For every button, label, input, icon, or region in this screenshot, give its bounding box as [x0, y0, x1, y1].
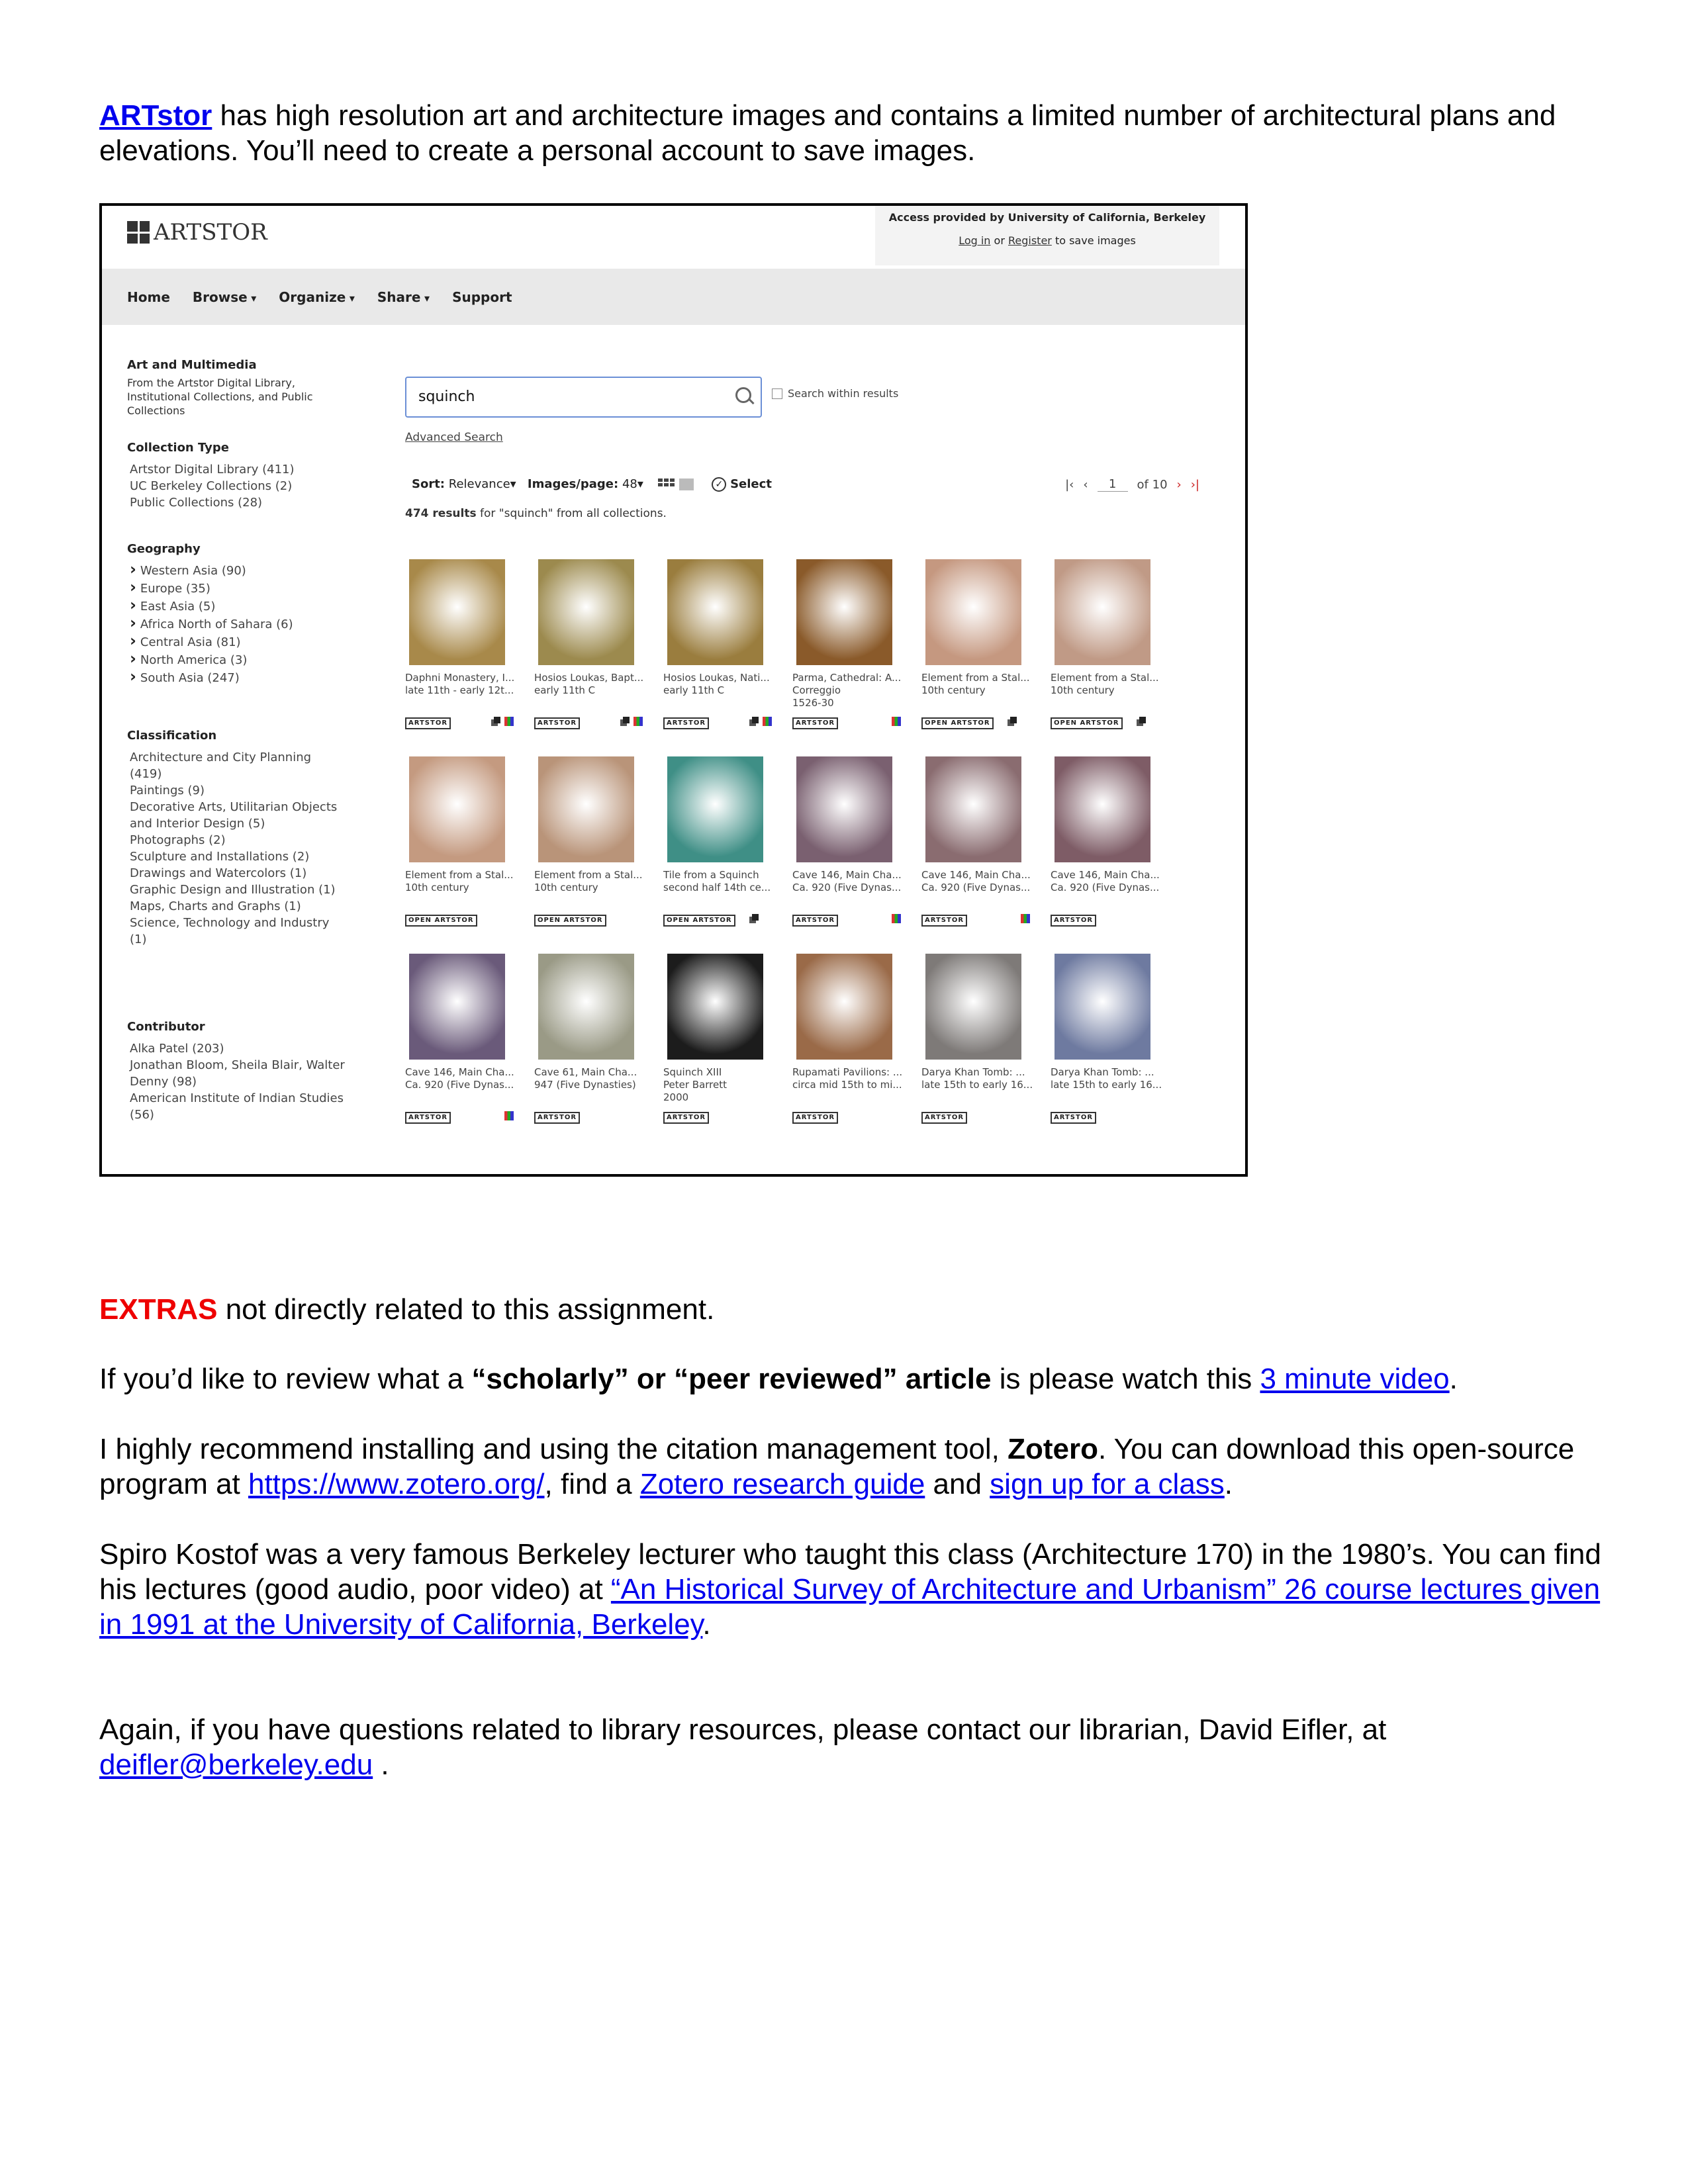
result-card[interactable] — [528, 747, 657, 946]
result-card[interactable] — [915, 550, 1044, 749]
collection-badge: ARTSTOR — [1051, 1112, 1096, 1124]
intro-paragraph — [99, 98, 1602, 168]
contributor-item[interactable]: Jonathan Bloom, Sheila Blair, Walter Denny (98) — [130, 1058, 345, 1089]
zotero-mid3: and — [925, 1468, 990, 1500]
caption-line: Darya Khan Tomb: ... — [1051, 1066, 1154, 1078]
classification-item[interactable]: Graphic Design and Illustration (1) — [130, 883, 336, 897]
classification-item[interactable]: Drawings and Watercolors (1) — [130, 866, 307, 880]
caption-line: Cave 146, Main Cha... — [1051, 869, 1160, 881]
geography-item[interactable]: › Western Asia (90) — [127, 561, 346, 579]
classification-item[interactable]: Science, Technology and Industry (1) — [130, 916, 330, 946]
nav-browse[interactable]: Browse ▾ — [193, 289, 256, 305]
access-title: Access provided by University of California, Berkeley — [888, 211, 1206, 224]
result-card[interactable] — [399, 550, 528, 749]
artstor-header — [102, 206, 1245, 269]
multi-view-icon[interactable] — [892, 717, 901, 726]
select-button[interactable]: Select — [730, 477, 772, 491]
result-caption[interactable] — [921, 672, 1044, 697]
caption-line: late 11th - early 12t... — [405, 684, 514, 696]
copy-icon[interactable] — [491, 717, 500, 726]
classification-section — [127, 729, 346, 948]
geography-item[interactable]: › Europe (35) — [127, 579, 346, 597]
caption-line: Ca. 920 (Five Dynas... — [405, 1079, 514, 1091]
results-text: for "squinch" from all collections. — [476, 507, 667, 520]
last-page-icon[interactable]: ›| — [1190, 477, 1199, 492]
scholarly-mid: is please watch this — [991, 1363, 1260, 1395]
caption-line: Correggio — [792, 684, 841, 696]
collection-badge: ARTSTOR — [663, 717, 709, 729]
login-line — [875, 234, 1219, 247]
collection-badge: OPEN ARTSTOR — [534, 915, 606, 927]
result-caption[interactable] — [405, 1066, 528, 1091]
zotero-guide-link[interactable]: Zotero research guide — [639, 1468, 925, 1500]
result-caption[interactable] — [534, 1066, 657, 1091]
copy-icon[interactable] — [620, 717, 630, 726]
classification-item[interactable]: Photographs (2) — [130, 833, 226, 847]
result-thumbnail[interactable] — [538, 954, 634, 1060]
contact-pre: Again, if you have questions related to library resources, please contact our librarian, David Eifler, at — [99, 1713, 1387, 1746]
result-card[interactable] — [399, 747, 528, 946]
multi-view-icon[interactable] — [892, 914, 901, 923]
kostof-lectures-link[interactable]: “An Historical Survey of Architecture and Urbanism” 26 course lectures given in 1991 at the University of California, Berkeley — [99, 1573, 1601, 1641]
collection-badge: OPEN ARTSTOR — [663, 915, 735, 927]
art-multimedia-desc: From the Artstor Digital Library, Institutional Collections, and Public Collections — [127, 377, 313, 417]
multi-view-icon[interactable] — [504, 1111, 514, 1120]
caption-line: Ca. 920 (Five Dynas... — [1051, 882, 1160, 893]
artstor-link[interactable]: ARTstor — [99, 99, 212, 132]
sort-chevron-icon: ▾ — [510, 477, 516, 491]
result-card[interactable] — [528, 550, 657, 749]
sort-label: Sort: — [412, 477, 445, 491]
result-card[interactable] — [399, 944, 528, 1143]
classification-item[interactable]: Sculpture and Installations (2) — [130, 850, 310, 864]
result-card[interactable] — [915, 747, 1044, 946]
zotero-mid: . You can download this open-source program at — [99, 1433, 1575, 1500]
search-within-checkbox[interactable] — [772, 388, 782, 399]
caption-line: Cave 146, Main Cha... — [405, 1066, 514, 1078]
librarian-email-link[interactable]: deifler@berkeley.edu — [99, 1749, 373, 1781]
collection-badge: ARTSTOR — [921, 915, 967, 927]
per-page-dropdown[interactable]: 48 — [622, 477, 637, 491]
result-caption[interactable] — [663, 672, 786, 697]
video-link[interactable]: 3 minute video — [1260, 1363, 1450, 1395]
search-value: squinch — [418, 388, 475, 405]
result-thumbnail[interactable] — [796, 559, 892, 665]
caption-line: Tile from a Squinch — [663, 869, 759, 881]
classification-title: Classification — [127, 729, 217, 743]
result-thumbnail[interactable] — [409, 756, 505, 862]
nav-home[interactable]: Home — [127, 289, 170, 305]
select-check-icon[interactable]: ✓ — [712, 477, 726, 492]
result-thumbnail[interactable] — [409, 954, 505, 1060]
scholarly-end: . — [1449, 1363, 1458, 1395]
collection-badge: ARTSTOR — [405, 1112, 451, 1124]
extras-label: EXTRAS — [99, 1293, 218, 1326]
collection-type-item[interactable]: UC Berkeley Collections (2) — [130, 479, 293, 493]
collection-badge: OPEN ARTSTOR — [1051, 717, 1123, 729]
contributor-item[interactable]: American Institute of Indian Studies (56) — [130, 1091, 344, 1122]
per-page-chevron-icon: ▾ — [637, 477, 643, 491]
grid-view-icon[interactable] — [658, 478, 677, 490]
login-link[interactable]: Log in — [959, 234, 991, 247]
result-thumbnail[interactable] — [1055, 954, 1150, 1060]
caption-line: Element from a Stal... — [1051, 672, 1159, 684]
scholarly-paragraph — [99, 1361, 1602, 1396]
result-card[interactable] — [528, 944, 657, 1143]
search-input[interactable] — [405, 377, 762, 418]
result-card[interactable] — [786, 747, 915, 946]
collection-badge: OPEN ARTSTOR — [405, 915, 477, 927]
caption-line: early 11th C — [534, 684, 596, 696]
geography-title: Geography — [127, 542, 201, 556]
result-caption[interactable] — [534, 672, 657, 697]
caption-line: 10th century — [534, 882, 598, 893]
access-panel — [875, 206, 1219, 265]
collection-badge: ARTSTOR — [921, 1112, 967, 1124]
page-input[interactable]: 1 — [1098, 477, 1128, 492]
geography-item[interactable]: › Central Asia (81) — [127, 633, 346, 651]
collection-badge: ARTSTOR — [534, 717, 580, 729]
copy-icon[interactable] — [749, 914, 759, 923]
collection-badge: OPEN ARTSTOR — [921, 717, 994, 729]
result-thumbnail[interactable] — [796, 756, 892, 862]
result-card[interactable] — [1044, 944, 1173, 1143]
search-icon[interactable] — [735, 387, 751, 403]
logo-text: ARTSTOR — [154, 219, 267, 246]
caption-line: 1526-30 — [792, 697, 834, 709]
caption-line: Cave 146, Main Cha... — [792, 869, 902, 881]
result-card[interactable] — [657, 944, 786, 1143]
save-images-text: to save images — [1051, 234, 1136, 247]
caption-line: 2000 — [663, 1091, 689, 1103]
search-within-results[interactable] — [772, 387, 898, 400]
prev-page-icon[interactable]: ‹ — [1083, 477, 1088, 492]
caption-line: Hosios Loukas, Bapt... — [534, 672, 644, 684]
collection-type-item[interactable]: Artstor Digital Library (411) — [130, 463, 295, 477]
result-card[interactable] — [657, 747, 786, 946]
art-multimedia-title: Art and Multimedia — [127, 358, 257, 372]
collection-badge: ARTSTOR — [405, 717, 451, 729]
kostof-pre: Spiro Kostof was a very famous Berkeley lecturer who taught this class (Architecture 170) in the 1980’s. You can find his lectures (good audio, poor video) at — [99, 1538, 1601, 1606]
scholarly-bold: “scholarly” or “peer reviewed” article — [471, 1363, 992, 1395]
result-thumbnail[interactable] — [925, 756, 1021, 862]
result-caption[interactable] — [1051, 1066, 1173, 1091]
caption-line: Cave 61, Main Cha... — [534, 1066, 637, 1078]
collection-badge: ARTSTOR — [792, 717, 838, 729]
caption-line: late 15th to early 16... — [921, 1079, 1033, 1091]
result-caption[interactable] — [405, 672, 528, 697]
caption-line: second half 14th ce... — [663, 882, 771, 893]
classification-item[interactable]: Paintings (9) — [130, 784, 205, 797]
contact-end: . — [373, 1749, 389, 1781]
result-thumbnail[interactable] — [1055, 756, 1150, 862]
geography-item[interactable]: › East Asia (5) — [127, 597, 346, 615]
kostof-paragraph — [99, 1537, 1602, 1642]
result-caption[interactable] — [663, 869, 786, 894]
result-card[interactable] — [1044, 747, 1173, 946]
extras-text: not directly related to this assignment. — [217, 1293, 715, 1326]
caption-line: Rupamati Pavilions: ... — [792, 1066, 903, 1078]
caption-line: Peter Barrett — [663, 1079, 727, 1091]
result-thumbnail[interactable] — [409, 559, 505, 665]
result-caption[interactable] — [1051, 672, 1173, 697]
multi-view-icon[interactable] — [633, 717, 643, 726]
copy-icon[interactable] — [1137, 717, 1146, 726]
classification-item[interactable]: Architecture and City Planning (419) — [130, 751, 312, 781]
advanced-search-link[interactable]: Advanced Search — [405, 431, 503, 444]
results-count: 474 results — [405, 507, 477, 520]
result-thumbnail[interactable] — [667, 756, 763, 862]
artstor-screenshot — [99, 203, 1248, 1177]
caption-line: 10th century — [1051, 684, 1115, 696]
artstor-logo[interactable] — [127, 219, 267, 246]
nav-organize[interactable]: Organize ▾ — [279, 289, 355, 305]
zotero-bold: Zotero — [1008, 1433, 1099, 1465]
classification-item[interactable]: Decorative Arts, Utilitarian Objects and Interior Design (5) — [130, 800, 338, 831]
contributor-section — [127, 1020, 346, 1123]
collection-badge: ARTSTOR — [534, 1112, 580, 1124]
collection-type-title: Collection Type — [127, 441, 229, 455]
multi-view-icon[interactable] — [763, 717, 772, 726]
zotero-mid2: , find a — [544, 1468, 640, 1500]
or-text: or — [990, 234, 1008, 247]
collection-badge: ARTSTOR — [663, 1112, 709, 1124]
next-page-icon[interactable]: › — [1176, 477, 1182, 492]
geography-item[interactable]: › Africa North of Sahara (6) — [127, 615, 346, 633]
register-link[interactable]: Register — [1008, 234, 1052, 247]
result-caption[interactable] — [405, 869, 528, 894]
result-caption[interactable] — [921, 869, 1044, 894]
caption-line: Hosios Loukas, Nati... — [663, 672, 770, 684]
result-thumbnail[interactable] — [1055, 559, 1150, 665]
result-thumbnail[interactable] — [796, 954, 892, 1060]
result-card[interactable] — [786, 944, 915, 1143]
caption-line: Parma, Cathedral: A... — [792, 672, 902, 684]
result-card[interactable] — [915, 944, 1044, 1143]
caption-line: 10th century — [405, 882, 469, 893]
caption-line: Ca. 920 (Five Dynas... — [921, 882, 1031, 893]
first-page-icon[interactable]: |‹ — [1065, 477, 1074, 492]
kostof-end: . — [702, 1608, 711, 1641]
result-caption[interactable] — [792, 869, 915, 894]
intro-text: has high resolution art and architecture images and contains a limited number of architectural plans and elevations. You’ll need to create a personal account to save images. — [99, 99, 1556, 167]
classification-item[interactable]: Maps, Charts and Graphs (1) — [130, 899, 301, 913]
caption-line: late 15th to early 16... — [1051, 1079, 1162, 1091]
multi-view-icon[interactable] — [1021, 914, 1030, 923]
copy-icon[interactable] — [1008, 717, 1017, 726]
result-card[interactable] — [657, 550, 786, 749]
artstor-logo-icon — [127, 221, 150, 244]
collection-badge: ARTSTOR — [792, 915, 838, 927]
result-thumbnail[interactable] — [538, 559, 634, 665]
sort-dropdown[interactable]: Relevance — [448, 477, 510, 491]
scholarly-pre: If you’d like to review what a — [99, 1363, 472, 1395]
per-page-label: Images/page: — [527, 477, 619, 491]
caption-line: 10th century — [921, 684, 986, 696]
nav-support[interactable]: Support — [452, 289, 512, 305]
result-thumbnail[interactable] — [925, 954, 1021, 1060]
collection-type-item[interactable]: Public Collections (28) — [130, 496, 263, 510]
caption-line: Darya Khan Tomb: ... — [921, 1066, 1025, 1078]
art-multimedia-section — [127, 358, 346, 418]
caption-line: Element from a Stal... — [534, 869, 643, 881]
contributor-title: Contributor — [127, 1020, 205, 1034]
page-count: of 10 — [1137, 477, 1168, 492]
result-thumbnail[interactable] — [538, 756, 634, 862]
caption-line: Element from a Stal... — [405, 869, 514, 881]
nav-share[interactable]: Share ▾ — [377, 289, 430, 305]
zotero-url-link[interactable]: https://www.zotero.org/ — [248, 1468, 545, 1500]
result-card[interactable] — [786, 550, 915, 749]
result-caption[interactable] — [663, 1066, 786, 1104]
result-caption[interactable] — [534, 869, 657, 894]
collection-type-section — [127, 441, 346, 511]
geography-item[interactable]: › South Asia (247) — [127, 668, 346, 686]
main-nav — [102, 269, 1248, 325]
pagination — [1065, 477, 1199, 492]
results-summary — [405, 507, 667, 520]
class-signup-link[interactable]: sign up for a class — [990, 1468, 1225, 1500]
zotero-pre: I highly recommend installing and using the citation management tool, — [99, 1433, 1008, 1465]
zotero-paragraph — [99, 1432, 1602, 1502]
contributor-item[interactable]: Alka Patel (203) — [130, 1042, 224, 1056]
result-thumbnail[interactable] — [667, 954, 763, 1060]
result-thumbnail[interactable] — [667, 559, 763, 665]
caption-line: Cave 146, Main Cha... — [921, 869, 1031, 881]
caption-line: Ca. 920 (Five Dynas... — [792, 882, 902, 893]
geography-section — [127, 542, 346, 686]
caption-line: Squinch XIII — [663, 1066, 722, 1078]
result-caption[interactable] — [921, 1066, 1044, 1091]
copy-icon[interactable] — [749, 717, 759, 726]
list-view-icon[interactable] — [679, 478, 694, 490]
result-caption[interactable] — [792, 1066, 915, 1091]
caption-line: early 11th C — [663, 684, 725, 696]
caption-line: circa mid 15th to mi... — [792, 1079, 902, 1091]
extras-line — [99, 1292, 1602, 1327]
search-within-label: Search within results — [788, 387, 899, 400]
result-card[interactable] — [1044, 550, 1173, 749]
contact-paragraph — [99, 1712, 1602, 1782]
multi-view-icon[interactable] — [504, 717, 514, 726]
zotero-end: . — [1224, 1468, 1233, 1500]
caption-line: Daphni Monastery, I... — [405, 672, 515, 684]
collection-badge: ARTSTOR — [792, 1112, 838, 1124]
result-thumbnail[interactable] — [925, 559, 1021, 665]
caption-line: Element from a Stal... — [921, 672, 1030, 684]
collection-badge: ARTSTOR — [1051, 915, 1096, 927]
result-caption[interactable] — [1051, 869, 1173, 894]
result-caption[interactable] — [792, 672, 915, 709]
sort-controls — [412, 477, 772, 492]
geography-item[interactable]: › North America (3) — [127, 651, 346, 668]
caption-line: 947 (Five Dynasties) — [534, 1079, 636, 1091]
